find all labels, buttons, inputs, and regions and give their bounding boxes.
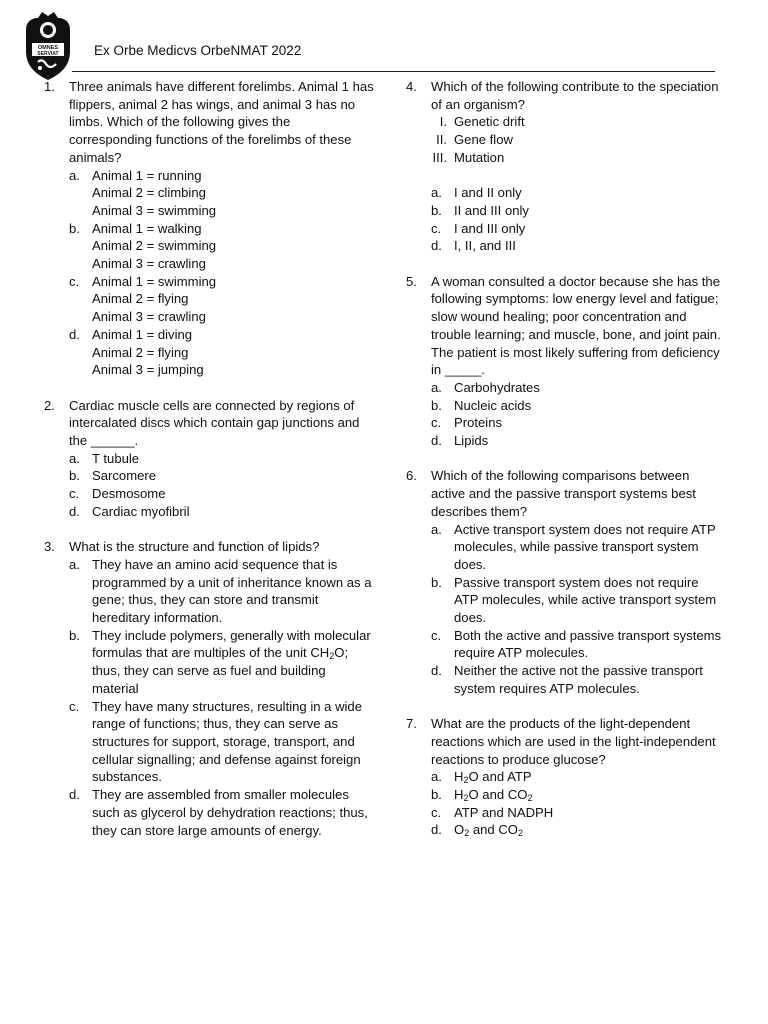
option-letter: d. bbox=[431, 238, 442, 254]
option-text-start: H bbox=[454, 769, 464, 785]
option-letter: b. bbox=[69, 627, 80, 643]
question-number: 6. bbox=[406, 468, 417, 484]
subscript: 2 bbox=[517, 828, 523, 839]
question-number: 7. bbox=[406, 716, 417, 732]
answer-option-c bbox=[431, 220, 722, 238]
question-7 bbox=[406, 715, 722, 839]
option-line: Animal 1 = swimming bbox=[92, 273, 217, 289]
option-letter: d. bbox=[431, 822, 442, 838]
answer-options bbox=[69, 450, 374, 521]
question-stem: Three animals have different forelimbs. Animal 1 has flippers, animal 2 has wings, and animal 3 has no limbs. Which of the following gives the corresponding functions of the forelimbs of these animals? bbox=[69, 79, 374, 165]
statement-number: I. bbox=[439, 114, 447, 130]
option-letter: a. bbox=[69, 556, 80, 572]
answer-option-d bbox=[69, 326, 374, 379]
option-line: Animal 1 = diving bbox=[92, 326, 193, 342]
option-text-end: O and ATP bbox=[468, 769, 532, 785]
subscript: 2 bbox=[329, 651, 335, 662]
answer-options bbox=[431, 768, 722, 839]
answer-option-c bbox=[69, 698, 374, 787]
answer-option-b bbox=[431, 574, 722, 627]
question-4 bbox=[406, 78, 722, 255]
question-stem: Which of the following comparisons between active and the passive transport systems best describes them? bbox=[431, 468, 696, 519]
answer-options bbox=[69, 167, 374, 379]
option-letter: c. bbox=[431, 627, 442, 643]
header-divider bbox=[72, 71, 715, 72]
option-letter: c. bbox=[431, 415, 442, 431]
option-text-start: H bbox=[454, 787, 464, 803]
statement-number: III. bbox=[432, 149, 447, 165]
option-line: Animal 3 = crawling bbox=[92, 309, 206, 325]
option-text: T tubule bbox=[92, 450, 140, 466]
option-letter: c. bbox=[69, 273, 80, 289]
answer-option-d bbox=[431, 821, 722, 839]
question-number: 3. bbox=[44, 539, 55, 555]
option-text: I and II only bbox=[454, 185, 522, 201]
answer-options bbox=[431, 379, 722, 450]
option-letter: a. bbox=[69, 167, 80, 183]
question-number: 5. bbox=[406, 273, 417, 289]
statement-i bbox=[431, 113, 722, 131]
subscript: 2 bbox=[527, 793, 533, 804]
option-text: They have many structures, resulting in a wide range of functions; thus, they can serve as structures for support, storage, transport, and cellular signalling; and defense against foreign substances. bbox=[92, 698, 363, 785]
option-letter: d. bbox=[431, 663, 442, 679]
option-text: Cardiac myofibril bbox=[92, 503, 190, 519]
option-line: Animal 2 = flying bbox=[92, 291, 189, 307]
answer-options bbox=[431, 521, 722, 698]
subscript: 2 bbox=[464, 828, 470, 839]
shield-logo-icon bbox=[22, 10, 74, 82]
question-2 bbox=[44, 397, 374, 521]
answer-options bbox=[431, 184, 722, 255]
answer-option-b bbox=[431, 397, 722, 415]
answer-option-b bbox=[431, 202, 722, 220]
option-line: Animal 3 = jumping bbox=[92, 362, 204, 378]
option-text: Active transport system does not require ATP molecules, while passive transport system does. bbox=[454, 521, 716, 572]
option-letter: a. bbox=[431, 379, 442, 395]
svg-text:OMNES: OMNES bbox=[37, 45, 59, 51]
option-line: Animal 3 = crawling bbox=[92, 256, 206, 272]
option-letter: c. bbox=[431, 220, 442, 236]
question-5 bbox=[406, 273, 722, 450]
answer-option-d bbox=[431, 237, 722, 255]
option-text: Lipids bbox=[454, 433, 489, 449]
answer-option-b bbox=[431, 786, 722, 804]
option-text: Proteins bbox=[454, 415, 503, 431]
option-text: I, II, and III bbox=[454, 238, 516, 254]
option-text: They are assembled from smaller molecules such as glycerol by dehydration reactions; thus, they can store large amounts of energy. bbox=[92, 787, 368, 838]
answer-option-c bbox=[69, 273, 374, 326]
statement-text: Gene flow bbox=[454, 132, 513, 148]
answer-option-d bbox=[69, 786, 374, 839]
answer-option-c bbox=[431, 804, 722, 822]
option-letter: b. bbox=[431, 574, 442, 590]
option-text: ATP and NADPH bbox=[454, 804, 554, 820]
option-line: Animal 1 = walking bbox=[92, 220, 202, 236]
option-letter: d. bbox=[69, 787, 80, 803]
statement-iii bbox=[431, 149, 722, 167]
option-line: Animal 2 = swimming bbox=[92, 238, 217, 254]
question-number: 4. bbox=[406, 79, 417, 94]
option-text: Passive transport system does not require ATP molecules, while active transport system does. bbox=[454, 574, 717, 626]
option-text-mid: O and CO bbox=[468, 787, 528, 803]
option-text: II and III only bbox=[454, 202, 529, 218]
option-letter: b. bbox=[69, 468, 80, 484]
option-letter: a. bbox=[431, 769, 442, 785]
option-letter: a. bbox=[69, 450, 80, 466]
option-text: Desmosome bbox=[92, 486, 166, 502]
option-line: Animal 1 = running bbox=[92, 167, 202, 183]
question-3 bbox=[44, 538, 374, 839]
question-6 bbox=[406, 467, 722, 697]
option-letter: c. bbox=[69, 486, 80, 502]
option-text-mid: and CO bbox=[469, 822, 518, 838]
option-letter: b. bbox=[431, 202, 442, 218]
question-1 bbox=[44, 78, 374, 379]
option-text: Nucleic acids bbox=[454, 397, 532, 413]
roman-statements bbox=[431, 113, 722, 166]
statement-text: Mutation bbox=[454, 149, 505, 165]
option-letter: b. bbox=[431, 787, 442, 803]
answer-option-a bbox=[431, 521, 722, 574]
option-letter: b. bbox=[69, 220, 80, 236]
question-stem: Cardiac muscle cells are connected by regions of intercalated discs which contain gap junctions and the ______. bbox=[69, 397, 360, 449]
option-letter: d. bbox=[431, 433, 442, 449]
answer-option-a bbox=[431, 184, 722, 202]
question-stem: Which of the following contribute to the speciation of an organism? bbox=[431, 79, 719, 112]
answer-option-b bbox=[69, 220, 374, 273]
answer-option-a bbox=[69, 556, 374, 627]
svg-text:SERVIAT: SERVIAT bbox=[37, 51, 59, 57]
document-header-title: Ex Orbe Medicvs OrbeNMAT 2022 bbox=[94, 43, 302, 58]
question-stem: A woman consulted a doctor because she has the following symptoms: low energy level and fatigue; slow wound healing; poor concentration and trouble learning; and muscle, bone, and joint pain. The patient is most likely suffering from deficiency in _____. bbox=[431, 273, 721, 378]
statement-number: II. bbox=[436, 132, 447, 148]
option-letter: b. bbox=[431, 397, 442, 413]
subscript: 2 bbox=[463, 793, 469, 804]
statement-text: Genetic drift bbox=[454, 114, 525, 130]
question-number: 1. bbox=[44, 79, 55, 94]
answer-option-a bbox=[69, 167, 374, 220]
option-text: I and III only bbox=[454, 220, 526, 236]
answer-option-a bbox=[431, 379, 722, 397]
question-number: 2. bbox=[44, 397, 55, 413]
option-text: Both the active and passive transport systems require ATP molecules. bbox=[454, 627, 722, 661]
option-letter: d. bbox=[69, 326, 80, 342]
option-text-start: O bbox=[454, 822, 465, 838]
statement-ii bbox=[431, 131, 722, 149]
option-text: Sarcomere bbox=[92, 468, 157, 484]
answer-option-c bbox=[431, 627, 722, 662]
left-column bbox=[44, 78, 374, 839]
option-line: Animal 2 = flying bbox=[92, 344, 189, 360]
answer-option-d bbox=[431, 662, 722, 697]
option-text-start: They include polymers, generally with molecular formulas that are multiples of the unit CH bbox=[92, 627, 371, 661]
option-letter: c. bbox=[431, 804, 442, 820]
option-text: Carbohydrates bbox=[454, 379, 540, 395]
option-letter: a. bbox=[431, 521, 442, 537]
option-letter: a. bbox=[431, 185, 442, 201]
answer-option-c bbox=[431, 414, 722, 432]
question-stem: What is the structure and function of lipids? bbox=[69, 539, 320, 555]
right-column bbox=[406, 78, 722, 839]
option-text-end: O; thus, they can serve as fuel and building material bbox=[92, 645, 349, 696]
answer-option-d bbox=[431, 432, 722, 450]
option-text: Neither the active not the passive transport system requires ATP molecules. bbox=[454, 663, 703, 696]
answer-option-a bbox=[69, 450, 374, 468]
subscript: 2 bbox=[463, 775, 469, 786]
answer-option-a bbox=[431, 768, 722, 786]
answer-option-b bbox=[69, 467, 374, 485]
answer-option-c bbox=[69, 485, 374, 503]
answer-option-b bbox=[69, 627, 374, 698]
option-letter: d. bbox=[69, 503, 80, 519]
answer-option-d bbox=[69, 503, 374, 521]
answer-options bbox=[69, 556, 374, 839]
question-stem: What are the products of the light-dependent reactions which are used in the light-independent reactions to produce glucose? bbox=[431, 716, 716, 767]
option-text: They have an amino acid sequence that is programmed by a unit of inheritance known as a gene; thus, they can store and transmit hereditary information. bbox=[92, 556, 372, 626]
option-line: Animal 3 = swimming bbox=[92, 202, 217, 218]
option-line: Animal 2 = climbing bbox=[92, 185, 206, 201]
option-letter: c. bbox=[69, 698, 80, 714]
